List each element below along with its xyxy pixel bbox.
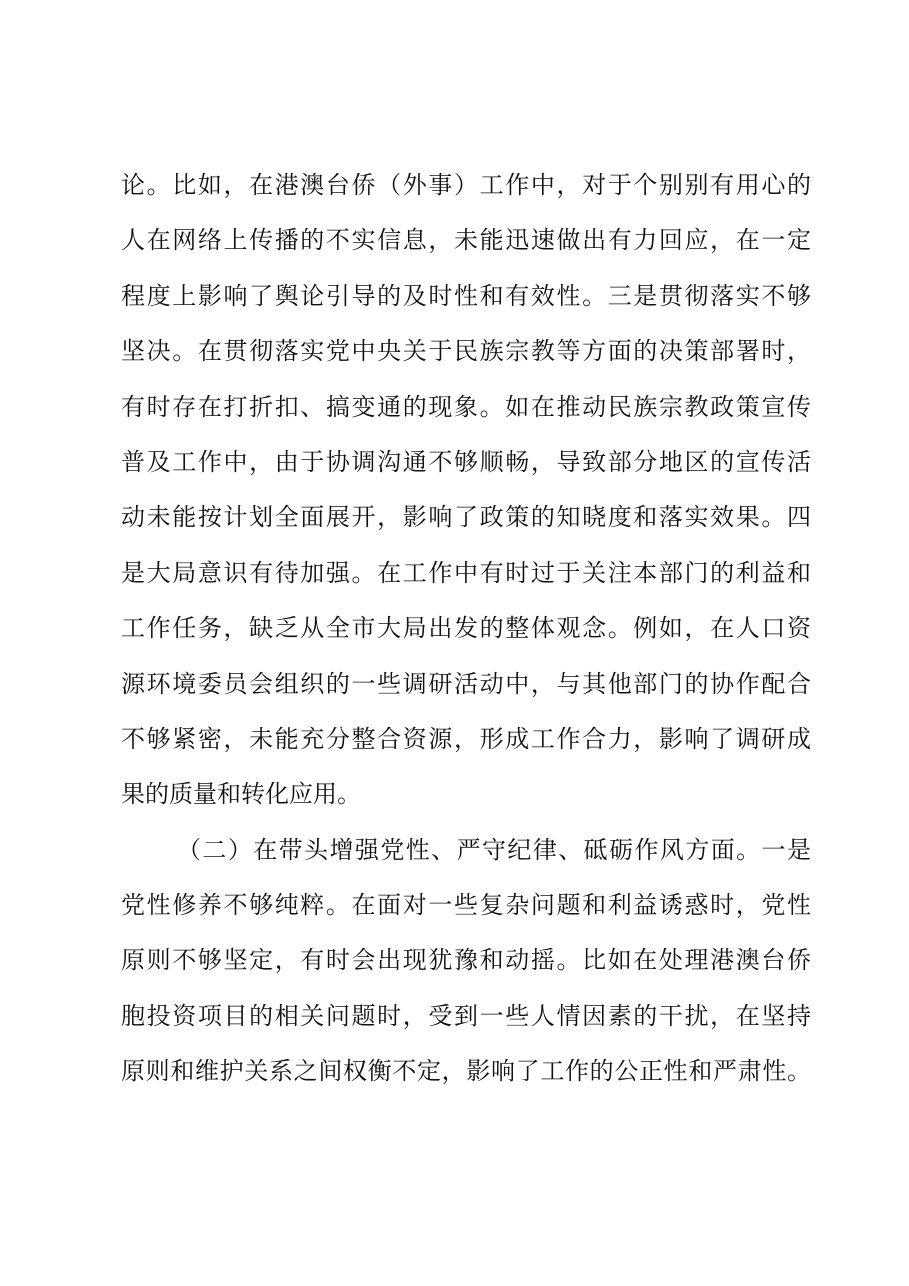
body-text [121,162,811,1094]
text-line: 普及工作中，由于协调沟通不够顺畅，导致部分地区的宣传活 [121,447,811,476]
section-heading-line: （二）在带头增强党性、严守纪律、砥砺作风方面。一是 [177,835,811,864]
text-line: 原则和维护关系之间权衡不定，影响了工作的公正性和严肃性。 [121,1057,811,1086]
text-line: 原则不够坚定，有时会出现犹豫和动摇。比如在处理港澳台侨 [121,946,811,975]
text-line: 源环境委员会组织的一些调研活动中，与其他部门的协作配合 [121,669,811,698]
text-line: 工作任务，缺乏从全市大局出发的整体观念。例如，在人口资 [121,614,811,643]
text-line: 党性修养不够纯粹。在面对一些复杂问题和利益诱惑时，党性 [121,891,811,920]
text-line: 果的质量和转化应用。 [121,780,361,809]
text-line: 论。比如，在港澳台侨（外事）工作中，对于个别别有用心的 [121,171,811,199]
text-line: 胞投资项目的相关问题时，受到一些人情因素的干扰，在坚持 [121,1001,811,1030]
text-line: 不够紧密，未能充分整合资源，形成工作合力，影响了调研成 [121,724,811,753]
text-line: 程度上影响了舆论引导的及时性和有效性。三是贯彻落实不够 [121,281,811,310]
text-line: 有时存在打折扣、搞变通的现象。如在推动民族宗教政策宣传 [121,392,811,421]
text-line: 是大局意识有待加强。在工作中有时过于关注本部门的利益和 [121,558,811,587]
text-line: 人在网络上传播的不实信息，未能迅速做出有力回应，在一定 [121,226,811,255]
text-line: 坚决。在贯彻落实党中央关于民族宗教等方面的决策部署时， [121,337,811,366]
text-line: 动未能按计划全面展开，影响了政策的知晓度和落实效果。四 [121,503,811,532]
